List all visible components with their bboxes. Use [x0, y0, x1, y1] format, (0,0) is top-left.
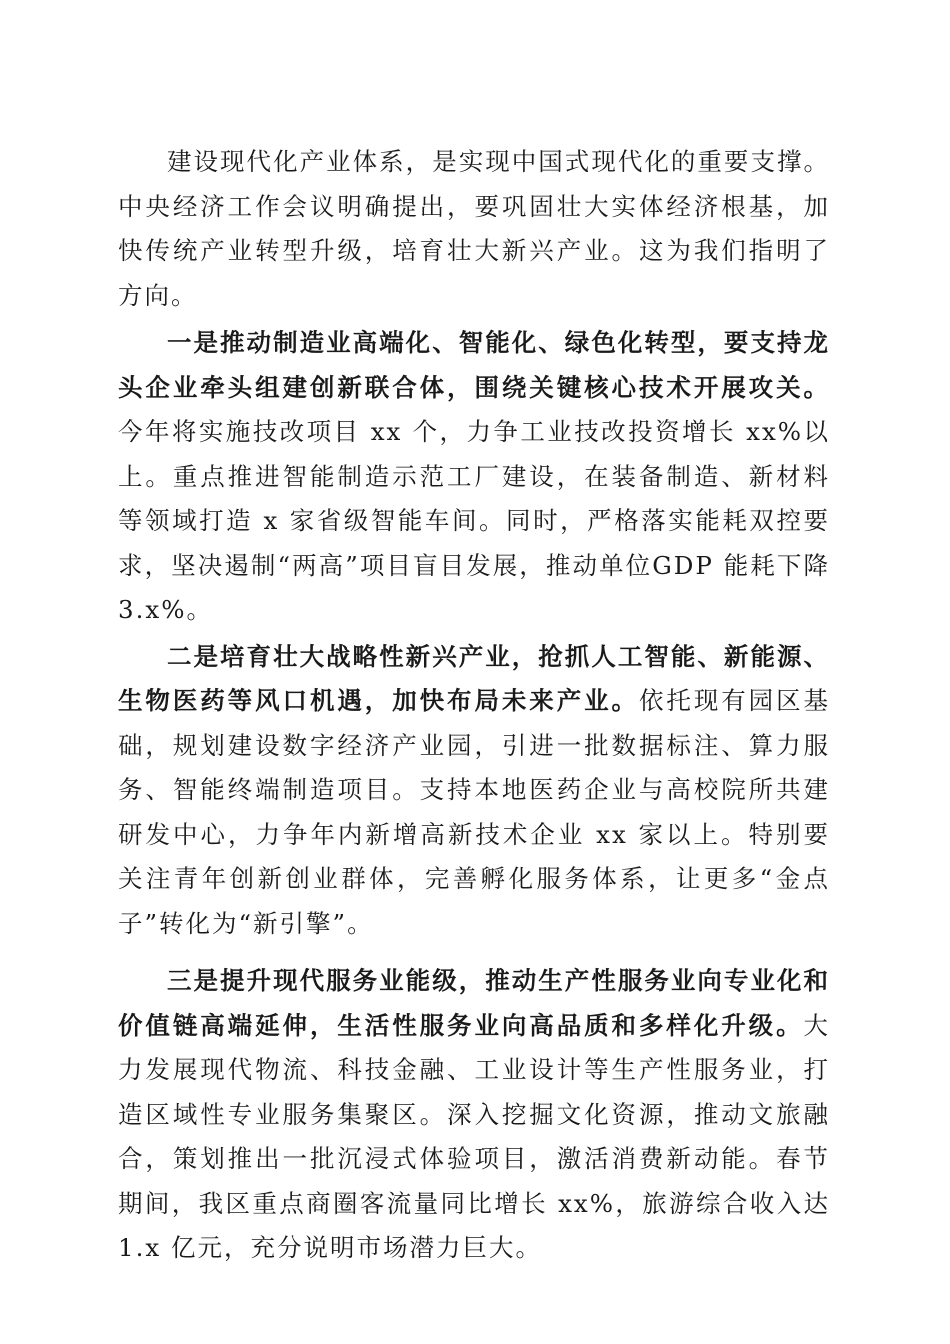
paragraph-services-text: 大力发展现代物流、科技金融、工业设计等生产性服务业，打造区域性专业服务集聚区。深入挖掘文化资源，推动文旅融合，策划推出一批沉浸式体验项目，激活消费新动能。春节期间，我区重点商圈客流量同比增长 xx%，旅游综合收入达 1.x 亿元，充分说明市场潜力巨大。	[118, 1010, 830, 1262]
paragraph-intro	[118, 140, 830, 318]
paragraph-intro-text: 建设现代化产业体系，是实现中国式现代化的重要支撑。中央经济工作会议明确提出，要巩固壮大实体经济根基，加快传统产业转型升级，培育壮大新兴产业。这为我们指明了方向。	[118, 147, 830, 310]
paragraph-services	[118, 959, 830, 1271]
paragraph-manufacturing	[118, 321, 830, 633]
document-body	[118, 140, 830, 1271]
paragraph-services-lead: 三是提升现代服务业能级，推动生产性服务业向专业化和价值链高端延伸，生活性服务业向高品质和多样化升级。	[118, 966, 830, 1040]
paragraph-emerging-industries	[118, 635, 830, 947]
paragraph-emerging-industries-text: 依托现有园区基础，规划建设数字经济产业园，引进一批数据标注、算力服务、智能终端制造项目。支持本地医药企业与高校院所共建研发中心，力争年内新增高新技术企业 xx 家以上。特别要关注青年创新创业群体，完善孵化服务体系，让更多“金点子”转化为“新引擎”。	[118, 686, 831, 938]
paragraph-emerging-industries-lead: 二是培育壮大战略性新兴产业，抢抓人工智能、新能源、生物医药等风口机遇，加快布局未来产业。	[118, 641, 830, 715]
paragraph-manufacturing-lead: 一是推动制造业高端化、智能化、绿色化转型，要支持龙头企业牵头组建创新联合体，围绕关键核心技术开展攻关。	[118, 328, 830, 402]
paragraph-manufacturing-text: 今年将实施技改项目 xx 个，力争工业技改投资增长 xx%以上。重点推进智能制造示范工厂建设，在装备制造、新材料等领域打造 x 家省级智能车间。同时，严格落实能耗双控要求，坚决遏制“两高”项目盲目发展，推动单位GDP 能耗下降 3.x%。	[118, 417, 830, 624]
